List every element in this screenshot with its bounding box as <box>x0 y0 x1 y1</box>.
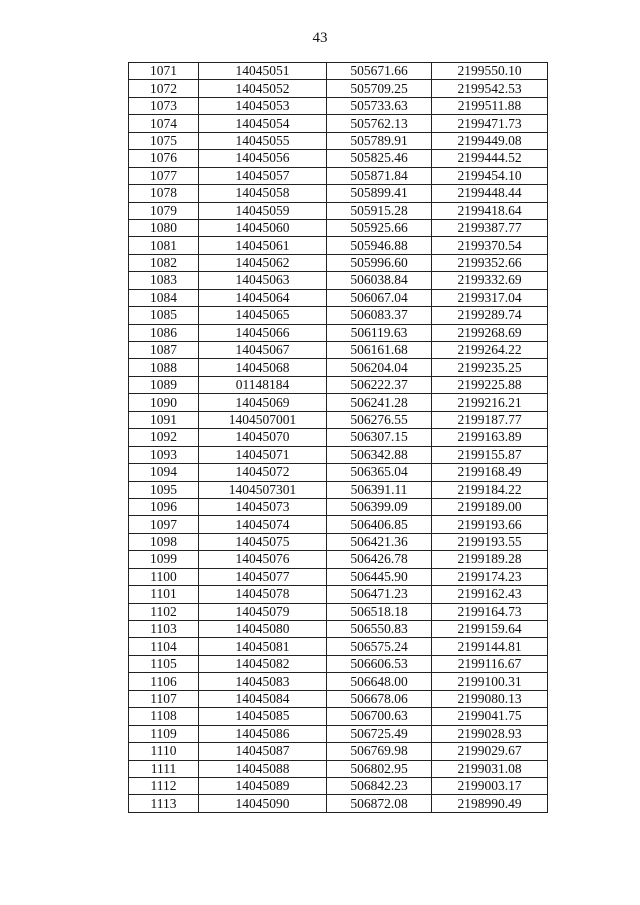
point-id-cell: 14045088 <box>199 760 327 777</box>
y-coordinate-cell: 2199332.69 <box>432 272 548 289</box>
x-coordinate-cell: 506445.90 <box>327 568 432 585</box>
point-id-cell: 14045058 <box>199 185 327 202</box>
x-coordinate-cell: 505709.25 <box>327 80 432 97</box>
table-row <box>129 464 548 481</box>
y-coordinate-cell: 2199031.08 <box>432 760 548 777</box>
coordinates-table-body <box>129 63 548 813</box>
point-number-cell: 1105 <box>129 655 199 672</box>
x-coordinate-cell: 506222.37 <box>327 376 432 393</box>
y-coordinate-cell: 2199164.73 <box>432 603 548 620</box>
point-id-cell: 14045079 <box>199 603 327 620</box>
point-id-cell: 14045064 <box>199 289 327 306</box>
x-coordinate-cell: 506700.63 <box>327 708 432 725</box>
table-row <box>129 621 548 638</box>
point-id-cell: 14045059 <box>199 202 327 219</box>
x-coordinate-cell: 505915.28 <box>327 202 432 219</box>
y-coordinate-cell: 2199454.10 <box>432 167 548 184</box>
point-number-cell: 1099 <box>129 551 199 568</box>
point-number-cell: 1101 <box>129 586 199 603</box>
y-coordinate-cell: 2199235.25 <box>432 359 548 376</box>
y-coordinate-cell: 2199184.22 <box>432 481 548 498</box>
x-coordinate-cell: 506678.06 <box>327 690 432 707</box>
x-coordinate-cell: 506842.23 <box>327 777 432 794</box>
y-coordinate-cell: 2199216.21 <box>432 394 548 411</box>
point-id-cell: 14045069 <box>199 394 327 411</box>
table-row <box>129 516 548 533</box>
x-coordinate-cell: 506872.08 <box>327 795 432 812</box>
point-id-cell: 14045051 <box>199 63 327 80</box>
y-coordinate-cell: 2199189.00 <box>432 498 548 515</box>
y-coordinate-cell: 2199155.87 <box>432 446 548 463</box>
x-coordinate-cell: 506421.36 <box>327 533 432 550</box>
point-id-cell: 14045072 <box>199 464 327 481</box>
point-number-cell: 1089 <box>129 376 199 393</box>
x-coordinate-cell: 505825.46 <box>327 150 432 167</box>
point-number-cell: 1078 <box>129 185 199 202</box>
y-coordinate-cell: 2199168.49 <box>432 464 548 481</box>
point-id-cell: 14045089 <box>199 777 327 794</box>
point-id-cell: 14045054 <box>199 115 327 132</box>
x-coordinate-cell: 506276.55 <box>327 411 432 428</box>
x-coordinate-cell: 506399.09 <box>327 498 432 515</box>
x-coordinate-cell: 506471.23 <box>327 586 432 603</box>
y-coordinate-cell: 2199370.54 <box>432 237 548 254</box>
point-number-cell: 1088 <box>129 359 199 376</box>
table-row <box>129 307 548 324</box>
x-coordinate-cell: 506119.63 <box>327 324 432 341</box>
x-coordinate-cell: 506518.18 <box>327 603 432 620</box>
point-number-cell: 1084 <box>129 289 199 306</box>
point-number-cell: 1111 <box>129 760 199 777</box>
point-number-cell: 1097 <box>129 516 199 533</box>
point-number-cell: 1095 <box>129 481 199 498</box>
point-number-cell: 1074 <box>129 115 199 132</box>
x-coordinate-cell: 505733.63 <box>327 97 432 114</box>
x-coordinate-cell: 506426.78 <box>327 551 432 568</box>
y-coordinate-cell: 2199028.93 <box>432 725 548 742</box>
table-row <box>129 725 548 742</box>
point-id-cell: 14045087 <box>199 743 327 760</box>
x-coordinate-cell: 506575.24 <box>327 638 432 655</box>
table-row <box>129 429 548 446</box>
point-number-cell: 1086 <box>129 324 199 341</box>
point-number-cell: 1083 <box>129 272 199 289</box>
table-row <box>129 150 548 167</box>
point-id-cell: 14045061 <box>199 237 327 254</box>
point-number-cell: 1107 <box>129 690 199 707</box>
point-id-cell: 14045068 <box>199 359 327 376</box>
point-number-cell: 1071 <box>129 63 199 80</box>
point-id-cell: 14045078 <box>199 586 327 603</box>
point-id-cell: 14045074 <box>199 516 327 533</box>
x-coordinate-cell: 505762.13 <box>327 115 432 132</box>
y-coordinate-cell: 2199159.64 <box>432 621 548 638</box>
point-number-cell: 1080 <box>129 219 199 236</box>
y-coordinate-cell: 2199116.67 <box>432 655 548 672</box>
y-coordinate-cell: 2199225.88 <box>432 376 548 393</box>
x-coordinate-cell: 506365.04 <box>327 464 432 481</box>
point-number-cell: 1073 <box>129 97 199 114</box>
y-coordinate-cell: 2199189.28 <box>432 551 548 568</box>
y-coordinate-cell: 2199264.22 <box>432 342 548 359</box>
point-id-cell: 14045071 <box>199 446 327 463</box>
point-number-cell: 1077 <box>129 167 199 184</box>
point-number-cell: 1081 <box>129 237 199 254</box>
point-number-cell: 1108 <box>129 708 199 725</box>
table-row <box>129 237 548 254</box>
x-coordinate-cell: 506038.84 <box>327 272 432 289</box>
table-row <box>129 342 548 359</box>
point-number-cell: 1085 <box>129 307 199 324</box>
x-coordinate-cell: 506307.15 <box>327 429 432 446</box>
point-number-cell: 1093 <box>129 446 199 463</box>
table-row <box>129 638 548 655</box>
table-row <box>129 219 548 236</box>
x-coordinate-cell: 505996.60 <box>327 254 432 271</box>
point-id-cell: 14045075 <box>199 533 327 550</box>
y-coordinate-cell: 2199003.17 <box>432 777 548 794</box>
table-row <box>129 481 548 498</box>
x-coordinate-cell: 506648.00 <box>327 673 432 690</box>
x-coordinate-cell: 506083.37 <box>327 307 432 324</box>
point-id-cell: 1404507001 <box>199 411 327 428</box>
point-id-cell: 14045055 <box>199 132 327 149</box>
point-id-cell: 1404507301 <box>199 481 327 498</box>
x-coordinate-cell: 506391.11 <box>327 481 432 498</box>
y-coordinate-cell: 2199449.08 <box>432 132 548 149</box>
y-coordinate-cell: 2199448.44 <box>432 185 548 202</box>
point-id-cell: 14045062 <box>199 254 327 271</box>
y-coordinate-cell: 2199352.66 <box>432 254 548 271</box>
point-id-cell: 01148184 <box>199 376 327 393</box>
table-row <box>129 795 548 812</box>
x-coordinate-cell: 506802.95 <box>327 760 432 777</box>
y-coordinate-cell: 2199317.04 <box>432 289 548 306</box>
point-id-cell: 14045052 <box>199 80 327 97</box>
point-number-cell: 1103 <box>129 621 199 638</box>
point-number-cell: 1076 <box>129 150 199 167</box>
y-coordinate-cell: 2199174.23 <box>432 568 548 585</box>
table-row <box>129 289 548 306</box>
point-id-cell: 14045085 <box>199 708 327 725</box>
x-coordinate-cell: 505789.91 <box>327 132 432 149</box>
table-row <box>129 655 548 672</box>
point-id-cell: 14045056 <box>199 150 327 167</box>
point-number-cell: 1109 <box>129 725 199 742</box>
x-coordinate-cell: 506606.53 <box>327 655 432 672</box>
point-number-cell: 1092 <box>129 429 199 446</box>
point-number-cell: 1110 <box>129 743 199 760</box>
y-coordinate-cell: 2199471.73 <box>432 115 548 132</box>
point-id-cell: 14045082 <box>199 655 327 672</box>
point-number-cell: 1106 <box>129 673 199 690</box>
y-coordinate-cell: 2199550.10 <box>432 63 548 80</box>
y-coordinate-cell: 2199041.75 <box>432 708 548 725</box>
point-id-cell: 14045081 <box>199 638 327 655</box>
y-coordinate-cell: 2199268.69 <box>432 324 548 341</box>
y-coordinate-cell: 2199511.88 <box>432 97 548 114</box>
point-id-cell: 14045065 <box>199 307 327 324</box>
point-number-cell: 1072 <box>129 80 199 97</box>
point-number-cell: 1100 <box>129 568 199 585</box>
y-coordinate-cell: 2199100.31 <box>432 673 548 690</box>
table-row <box>129 411 548 428</box>
point-id-cell: 14045066 <box>199 324 327 341</box>
point-id-cell: 14045080 <box>199 621 327 638</box>
point-number-cell: 1075 <box>129 132 199 149</box>
point-id-cell: 14045053 <box>199 97 327 114</box>
y-coordinate-cell: 2199162.43 <box>432 586 548 603</box>
y-coordinate-cell: 2199542.53 <box>432 80 548 97</box>
table-row <box>129 603 548 620</box>
table-row <box>129 97 548 114</box>
table-row <box>129 533 548 550</box>
x-coordinate-cell: 506067.04 <box>327 289 432 306</box>
point-id-cell: 14045057 <box>199 167 327 184</box>
table-row <box>129 777 548 794</box>
point-number-cell: 1091 <box>129 411 199 428</box>
x-coordinate-cell: 505925.66 <box>327 219 432 236</box>
table-row <box>129 760 548 777</box>
coordinates-table <box>128 62 548 813</box>
table-row <box>129 272 548 289</box>
point-number-cell: 1113 <box>129 795 199 812</box>
y-coordinate-cell: 2199144.81 <box>432 638 548 655</box>
point-number-cell: 1112 <box>129 777 199 794</box>
table-row <box>129 359 548 376</box>
point-number-cell: 1094 <box>129 464 199 481</box>
table-row <box>129 743 548 760</box>
table-row <box>129 254 548 271</box>
point-id-cell: 14045086 <box>199 725 327 742</box>
y-coordinate-cell: 2198990.49 <box>432 795 548 812</box>
x-coordinate-cell: 505871.84 <box>327 167 432 184</box>
y-coordinate-cell: 2199163.89 <box>432 429 548 446</box>
point-id-cell: 14045070 <box>199 429 327 446</box>
point-id-cell: 14045084 <box>199 690 327 707</box>
point-id-cell: 14045090 <box>199 795 327 812</box>
y-coordinate-cell: 2199193.66 <box>432 516 548 533</box>
table-row <box>129 80 548 97</box>
point-id-cell: 14045077 <box>199 568 327 585</box>
table-row <box>129 324 548 341</box>
point-id-cell: 14045073 <box>199 498 327 515</box>
table-row <box>129 376 548 393</box>
table-row <box>129 394 548 411</box>
point-id-cell: 14045063 <box>199 272 327 289</box>
table-row <box>129 185 548 202</box>
x-coordinate-cell: 506725.49 <box>327 725 432 742</box>
x-coordinate-cell: 506342.88 <box>327 446 432 463</box>
x-coordinate-cell: 506204.04 <box>327 359 432 376</box>
point-number-cell: 1102 <box>129 603 199 620</box>
point-number-cell: 1087 <box>129 342 199 359</box>
table-row <box>129 708 548 725</box>
table-row <box>129 690 548 707</box>
point-id-cell: 14045083 <box>199 673 327 690</box>
x-coordinate-cell: 506241.28 <box>327 394 432 411</box>
x-coordinate-cell: 506550.83 <box>327 621 432 638</box>
point-number-cell: 1096 <box>129 498 199 515</box>
table-row <box>129 586 548 603</box>
table-row <box>129 167 548 184</box>
y-coordinate-cell: 2199029.67 <box>432 743 548 760</box>
point-number-cell: 1090 <box>129 394 199 411</box>
page-number: 43 <box>312 30 328 46</box>
table-row <box>129 551 548 568</box>
y-coordinate-cell: 2199193.55 <box>432 533 548 550</box>
point-number-cell: 1098 <box>129 533 199 550</box>
point-id-cell: 14045076 <box>199 551 327 568</box>
table-row <box>129 202 548 219</box>
x-coordinate-cell: 506769.98 <box>327 743 432 760</box>
table-row <box>129 446 548 463</box>
x-coordinate-cell: 505899.41 <box>327 185 432 202</box>
x-coordinate-cell: 505946.88 <box>327 237 432 254</box>
point-id-cell: 14045067 <box>199 342 327 359</box>
point-id-cell: 14045060 <box>199 219 327 236</box>
table-row <box>129 568 548 585</box>
table-row <box>129 132 548 149</box>
table-row <box>129 115 548 132</box>
y-coordinate-cell: 2199289.74 <box>432 307 548 324</box>
table-row <box>129 63 548 80</box>
y-coordinate-cell: 2199187.77 <box>432 411 548 428</box>
point-number-cell: 1079 <box>129 202 199 219</box>
point-number-cell: 1082 <box>129 254 199 271</box>
x-coordinate-cell: 506161.68 <box>327 342 432 359</box>
table-row <box>129 498 548 515</box>
x-coordinate-cell: 506406.85 <box>327 516 432 533</box>
y-coordinate-cell: 2199080.13 <box>432 690 548 707</box>
table-row <box>129 673 548 690</box>
point-number-cell: 1104 <box>129 638 199 655</box>
y-coordinate-cell: 2199444.52 <box>432 150 548 167</box>
x-coordinate-cell: 505671.66 <box>327 63 432 80</box>
y-coordinate-cell: 2199387.77 <box>432 219 548 236</box>
y-coordinate-cell: 2199418.64 <box>432 202 548 219</box>
